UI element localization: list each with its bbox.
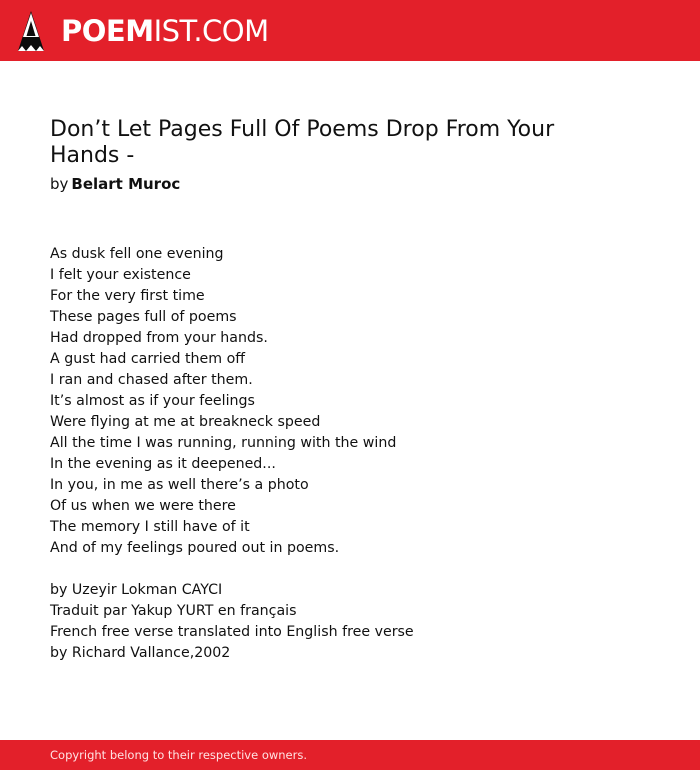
poem-line: Had dropped from your hands. [50, 330, 268, 346]
credit-line: by Uzeyir Lokman CAYCI [50, 582, 223, 598]
poem-line: A gust had carried them off [50, 351, 246, 367]
logo-wordmark [61, 9, 269, 53]
poem-body [50, 244, 650, 664]
site-footer [0, 740, 700, 770]
site-logo[interactable] [17, 9, 269, 53]
copyright-notice: Copyright belong to their respective owners. [50, 748, 308, 762]
poem-line: For the very first time [50, 288, 205, 304]
stanza-break [50, 559, 650, 580]
poem-line: These pages full of poems [50, 309, 237, 325]
poem-line: Were flying at me at breakneck speed [50, 414, 321, 430]
poem-line: And of my feelings poured out in poems. [50, 540, 340, 556]
poem-line: The memory I still have of it [50, 519, 250, 535]
credit-line: French free verse translated into English free verse [50, 624, 414, 640]
logo-bold-text: POEM [61, 14, 154, 48]
author-link[interactable]: Belart Muroc [71, 175, 181, 193]
poem-line: In you, in me as well there’s a photo [50, 477, 309, 493]
byline-prefix: by [50, 175, 69, 193]
poem-title: Don’t Let Pages Full Of Poems Drop From Your Hands - [50, 117, 555, 168]
site-header [0, 0, 700, 61]
credit-line: Traduit par Yakup YURT en français [50, 603, 297, 619]
poem-line: It’s almost as if your feelings [50, 393, 255, 409]
poem-line: As dusk fell one evening [50, 246, 224, 262]
logo-light-text: IST.COM [153, 14, 269, 48]
pen-nib-icon [17, 10, 45, 52]
poem-line: I felt your existence [50, 267, 191, 283]
poem-line: I ran and chased after them. [50, 372, 253, 388]
poem-line: Of us when we were there [50, 498, 236, 514]
poem-byline [50, 174, 180, 194]
credit-line: by Richard Vallance,2002 [50, 645, 231, 661]
poem-line: All the time I was running, running with the wind [50, 435, 397, 451]
poem-line: In the evening as it deepened... [50, 456, 276, 472]
